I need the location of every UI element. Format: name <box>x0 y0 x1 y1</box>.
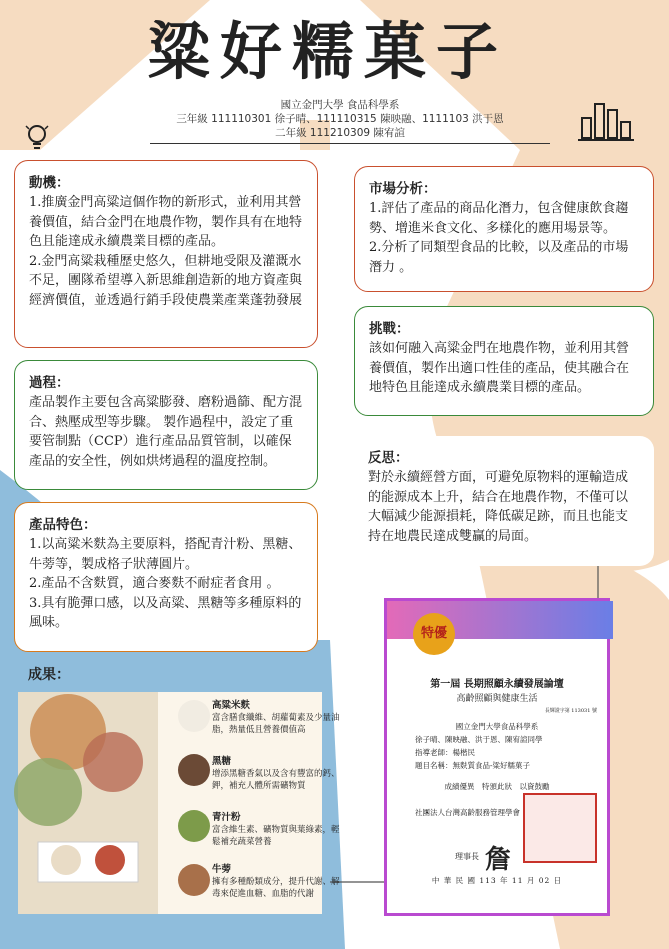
ingredient-item <box>212 864 340 900</box>
certificate <box>384 598 610 916</box>
certificate-chair: 理事長 <box>455 852 479 861</box>
award-badge: 特優 <box>413 613 455 655</box>
process-text: 產品製作主要包含高粱膨發、磨粉過篩、配方混合、熱壓成型等步驟。 製作過程中，設定了重要管制點（CCP）進行產品品質管制，以確保產品的安全性，例如烘烤過程的溫度控制。 <box>29 395 303 469</box>
motivation-text: 1.推廣金門高粱這個作物的新形式，並利用其營養價值，結合金門在地農作物，製作具有在地特色且能達成永續農業目標的產品。 2.金門高粱栽種歷史悠久，但耕地受限及灌溉水不足，團隊希望導入新思維創造新的地方資產與經濟價值，並透過行銷手段使農業產業蓬勃發展 <box>29 195 303 308</box>
title-rule <box>150 143 550 144</box>
author-line-3: 二年級 111210309 陳宥諠 <box>275 127 405 139</box>
certificate-praise: 成績優異 特頒此狀 以資鼓勵 <box>444 782 550 791</box>
ingredient-name: 高粱米麩 <box>212 700 251 711</box>
official-seal <box>523 793 597 863</box>
certificate-date: 中 華 民 國 113 年 11 月 02 日 <box>431 876 563 885</box>
challenge-text: 該如何融入高粱金門在地農作物，並利用其營養價值，製作出適口性佳的產品，使其融合在地特色且能達成永續農業目標的產品。 <box>369 341 630 395</box>
certificate-advisor: 指導老師：楊楷民 <box>415 748 475 757</box>
ingredient-thumb <box>178 754 210 786</box>
ingredient-item <box>212 756 340 792</box>
certificate-org: 社團法人台灣高齡服務管理學會 <box>415 808 520 817</box>
process-card <box>14 360 318 490</box>
certificate-topic: 題目名稱：無麩質食品-粱好糯菓子 <box>415 761 531 770</box>
market-card <box>354 166 654 292</box>
ingredient-desc: 富含膳食纖維、胡蘿蔔素及少量油脂，熱量低且營養價值高 <box>212 713 340 735</box>
ingredient-thumb <box>178 810 210 842</box>
chair-signature: 詹 <box>485 845 512 875</box>
ingredient-desc: 富含維生素、礦物質與葉綠素，輕鬆補充蔬菜營養 <box>212 825 340 847</box>
features-card <box>14 502 318 652</box>
ingredient-desc: 增添黑糖香氣以及含有豐富的鈣、鉀，補充人體所需礦物質 <box>212 769 340 791</box>
poster-title: 粱好糯菓子 <box>148 15 509 88</box>
features-heading: 產品特色： <box>29 517 97 533</box>
market-heading: 市場分析： <box>369 181 437 197</box>
reflection-heading: 反思： <box>368 450 409 466</box>
reflection-card <box>354 436 654 566</box>
ingredient-name: 黑糖 <box>212 756 232 767</box>
challenge-heading: 挑戰： <box>369 321 410 337</box>
certificate-serial: 長輝證字第 113031 號 <box>544 708 597 714</box>
certificate-students: 徐子晴、陳映融、洪于恩、陳宥諠同學 <box>415 735 543 744</box>
reflection-text: 對於永續經營方面，可避免原物料的運輸造成的能源成本上升，結合在地農作物，不僅可以大幅減少能源損耗，降低碳足跡，而且也能支持在地農民達成雙贏的局面。 <box>368 470 629 544</box>
bar-chart-icon <box>576 94 636 144</box>
certificate-school: 國立金門大學食品科學系 <box>455 722 539 731</box>
product-photo-panel <box>18 692 340 914</box>
features-text: 1.以高粱米麩為主要原料，搭配青汁粉、黑糖、牛蒡等，製成格子狀薄圓片。 2.產品不含麩質，適合麥麩不耐症者食用 。 3.具有脆彈口感，以及高粱、黑糖等多種原料的風味。 <box>29 537 302 630</box>
ingredient-name: 牛蒡 <box>212 864 232 875</box>
market-text: 1.評估了產品的商品化潛力，包含健康飲食趨勢、增進米食文化、多樣化的應用場景等。 2.分析了同類型食品的比較，以及產品的市場潛力 。 <box>369 201 629 275</box>
ingredient-desc: 擁有多種酚類成分，提升代謝、解毒來促進血糖、血脂的代謝 <box>212 877 340 899</box>
ingredient-thumb <box>178 864 210 896</box>
certificate-title: 第一屆 長期照顧永續發展論壇 <box>430 679 564 690</box>
results-label: 成果： <box>28 667 70 683</box>
author-line-2: 三年級 111110301 徐子晴、111110315 陳映融、1111103 洪于恩 <box>176 113 504 125</box>
certificate-subtitle: 高齡照顧與健康生活 <box>456 694 538 704</box>
motivation-card <box>14 160 318 348</box>
ingredient-name: 青汁粉 <box>212 812 241 823</box>
ingredient-item <box>212 700 340 736</box>
lightbulb-icon <box>24 122 50 152</box>
challenge-card <box>354 306 654 416</box>
author-line-1: 國立金門大學 食品科學系 <box>280 99 400 111</box>
product-photo <box>18 692 158 914</box>
process-heading: 過程： <box>29 375 70 391</box>
ingredient-item <box>212 812 340 848</box>
ingredient-thumb <box>178 700 210 732</box>
motivation-heading: 動機： <box>29 175 70 191</box>
